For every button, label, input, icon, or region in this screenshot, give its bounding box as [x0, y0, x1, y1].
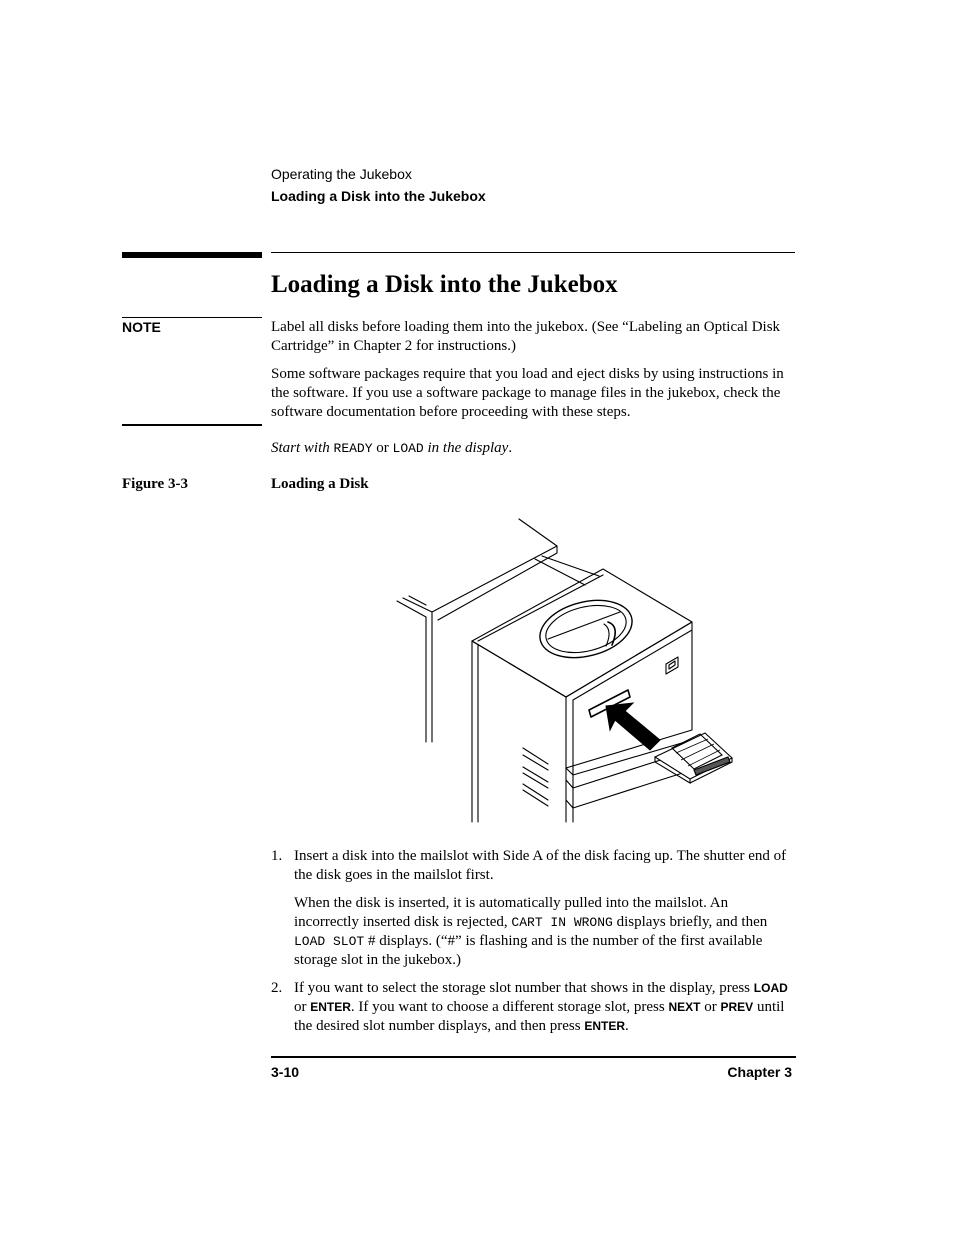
start-prefix: Start with	[271, 440, 334, 456]
step-1-detail-text-b: displays briefly, and then	[612, 914, 768, 930]
start-or: or	[372, 440, 393, 456]
note-paragraph-1: Label all disks before loading them into the jukebox. (See “Labeling an Optical Disk Cartridge” in Chapter 2 for instructions.)	[271, 319, 781, 354]
note-bottom-rule	[122, 424, 262, 426]
display-code-load: LOAD	[392, 441, 424, 456]
start-suffix: in the display	[423, 440, 509, 456]
step-1-number: 1.	[271, 848, 283, 864]
display-code-load-slot: LOAD SLOT	[294, 934, 365, 949]
section-heading: Loading a Disk into the Jukebox	[271, 271, 618, 298]
step-1-detail-text-c: # displays. (“#” is flashing and is the number of the first available storage slot in the jukebox.)	[294, 933, 763, 968]
disk-cartridge-icon	[655, 733, 732, 783]
step-2	[271, 979, 796, 1036]
section-thin-rule	[271, 252, 795, 253]
step-2-text-f: .	[625, 1018, 629, 1034]
footer-rule	[271, 1056, 796, 1058]
note-paragraph-2: Some software packages require that you load and eject disks by using instructions in the software. If you use a software package to manage files in the jukebox, check the software documentation before proceeding with these steps.	[271, 366, 784, 420]
jukebox-loading-illustration	[380, 510, 760, 830]
procedure-steps	[271, 847, 796, 1045]
load-key-label: LOAD	[753, 981, 788, 995]
start-instruction	[271, 439, 512, 458]
note-label: NOTE	[122, 319, 161, 335]
jukebox-top	[472, 569, 692, 697]
step-1-detail	[294, 894, 796, 970]
step-2-number: 2.	[271, 980, 283, 996]
page-number: 3-10	[271, 1064, 300, 1080]
start-period: .	[508, 440, 513, 456]
back-cabinet-edge	[432, 519, 557, 636]
step-2-text-c: . If you want to choose a different storage slot, press	[350, 999, 669, 1015]
figure-number: Figure 3-3	[122, 476, 188, 492]
figure-caption: Loading a Disk	[271, 476, 369, 492]
running-header-chapter: Operating the Jukebox	[271, 166, 412, 182]
step-2-text	[294, 979, 796, 1036]
step-1	[271, 847, 796, 970]
section-thick-rule	[122, 252, 262, 258]
footer-chapter: Chapter 3	[727, 1064, 792, 1080]
step-2-text-d: or	[700, 999, 721, 1015]
prev-key-label: PREV	[720, 1000, 754, 1014]
step-2-text-b: or	[294, 999, 311, 1015]
next-key-label: NEXT	[668, 1000, 701, 1014]
step-1-detail-text-a: When the disk is inserted, it is automatically pulled into the mailslot. An incorrectly inserted disk is rejected,	[294, 895, 729, 930]
display-code-cart-in-wrong: CART IN WRONG	[511, 915, 613, 930]
enter-key-label: ENTER	[310, 1000, 351, 1014]
step-2-text-e: until the desired slot number displays, and then press	[294, 999, 785, 1034]
note-top-rule	[122, 317, 262, 318]
insert-arrow-icon	[606, 703, 660, 750]
step-1-text: Insert a disk into the mailslot with Side A of the disk facing up. The shutter end of the disk goes in the mailslot first.	[294, 848, 787, 883]
running-header-section: Loading a Disk into the Jukebox	[271, 188, 486, 204]
step-2-text-a: If you want to select the storage slot number that shows in the display, press	[294, 980, 754, 996]
display-code-ready: READY	[333, 441, 373, 456]
enter-key-label-2: ENTER	[584, 1019, 626, 1033]
